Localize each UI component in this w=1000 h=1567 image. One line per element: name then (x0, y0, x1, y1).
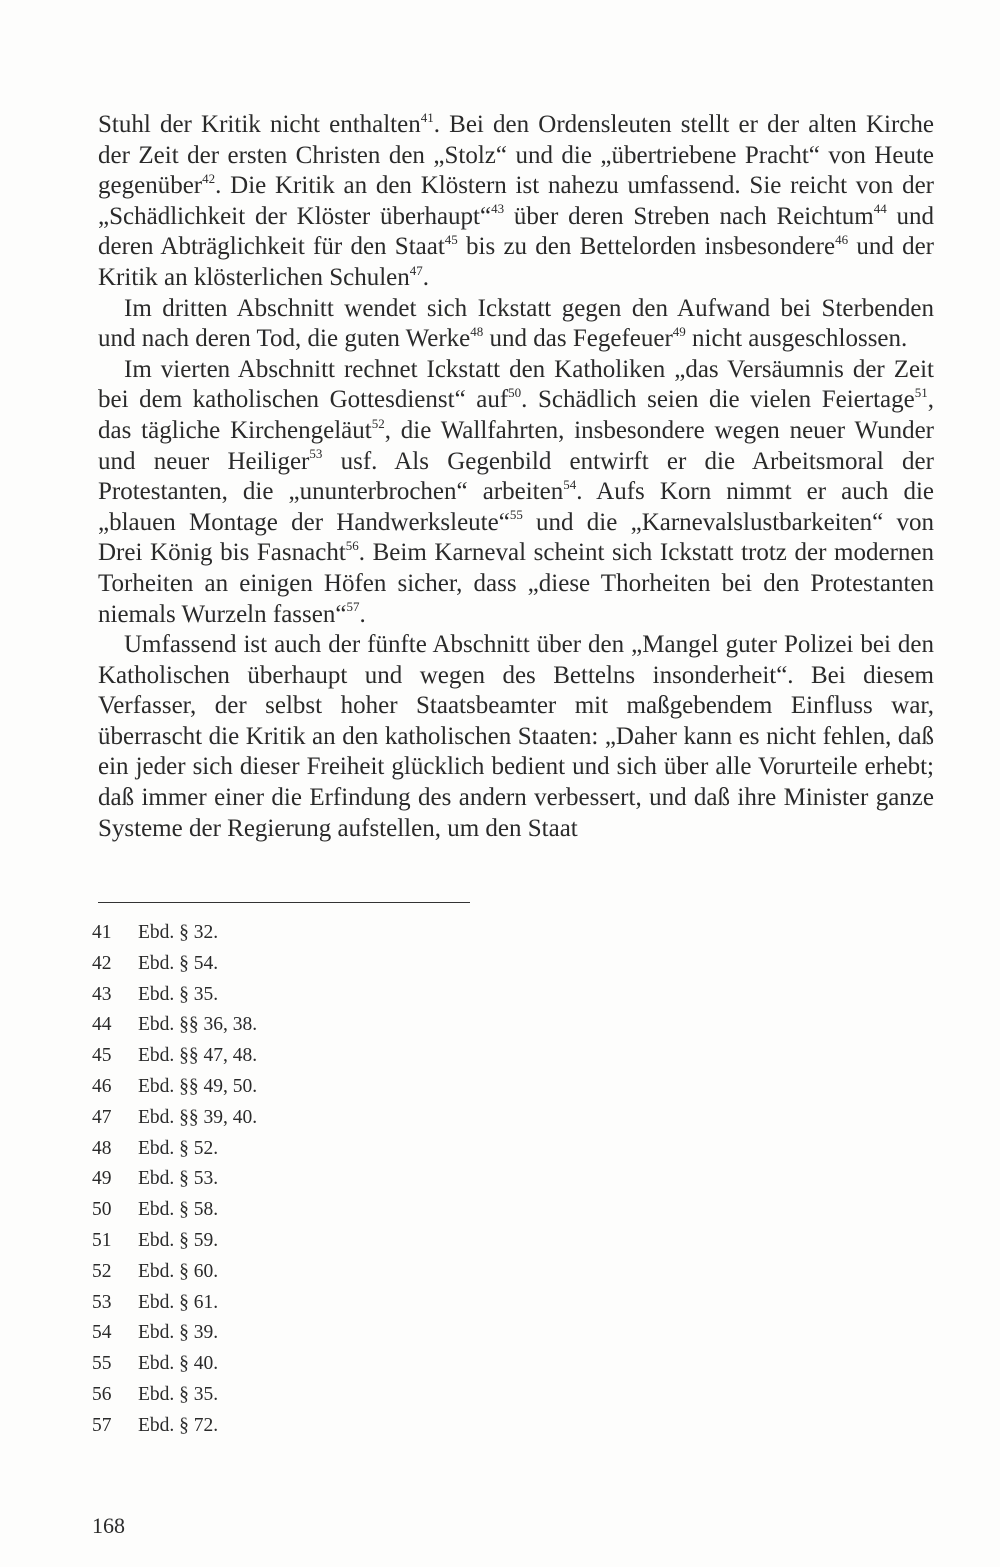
footnote-number: 55 (92, 1353, 112, 1375)
footnote-number: 43 (92, 983, 112, 1005)
footnote-text: Ebd. § 72. (138, 1414, 219, 1436)
text-run: nicht ausgeschlossen. (685, 325, 908, 353)
footnote-item (92, 1257, 592, 1288)
footnote-number: 48 (92, 1137, 112, 1159)
footnote-item (92, 1411, 592, 1442)
footnote-number: 46 (92, 1075, 112, 1097)
footnote-text: Ebd. §§ 47, 48. (138, 1045, 258, 1067)
paragraph (98, 294, 934, 355)
text-run: Im vierten Abschnitt rechnet Ickstatt den Katholiken „das Versäumnis der Zeit bei dem katholischen Gottesdienst“ auf (98, 355, 934, 414)
footnote-ref: 51 (914, 385, 928, 401)
footnote-item (92, 1195, 592, 1226)
text-run: , die Wallfahrten, insbesondere wegen neuer Wunder und neuer Heiliger (98, 416, 934, 475)
footnote-ref: 50 (508, 385, 522, 401)
footnote-item (92, 1288, 592, 1319)
footnote-item (92, 918, 592, 949)
footnote-ref: 56 (345, 537, 359, 553)
body-text (98, 110, 934, 844)
text-run: und der Kritik an klösterlichen Schulen (98, 233, 934, 291)
footnote-ref: 47 (409, 262, 423, 278)
footnote-item (92, 1010, 592, 1041)
footnote-ref: 45 (444, 232, 458, 248)
footnote-text: Ebd. § 40. (138, 1353, 219, 1375)
paragraph (98, 355, 934, 630)
text-run: . Die Kritik an den Klöstern ist nahezu umfassend. Sie reicht von der „Schädlichkeit der Klöster überhaupt“ (98, 172, 934, 230)
footnote-number: 51 (92, 1229, 112, 1251)
footnote-item (92, 1226, 592, 1257)
footnote-text: Ebd. § 58. (138, 1199, 219, 1221)
footnote-text: Ebd. §§ 39, 40. (138, 1106, 258, 1128)
footnote-text: Ebd. § 35. (138, 1383, 219, 1405)
text-run: Stuhl der Kritik nicht enthalten (98, 111, 421, 138)
footnote-text: Ebd. § 59. (138, 1229, 219, 1251)
footnote-text: Ebd. § 54. (138, 952, 219, 974)
text-run: über deren Streben nach Reichtum (504, 202, 874, 230)
text-run: . Schädlich seien die vielen Feiertage (521, 386, 915, 414)
text-run: . (359, 600, 366, 628)
footnote-item (92, 1164, 592, 1195)
text-run: . Bei den Ordensleuten stellt er der alten Kirche der Zeit der ersten Christen den „Stolz“ und die „übertriebene Pracht“ von Heute gegenüber (98, 111, 934, 200)
text-run: Umfassend ist auch der fünfte Abschnitt über den „Mangel guter Polizei bei den Katholischen überhaupt und wegen des Bettelns insonderheit“. Bei diesem Verfasser, der selbst hoher Staatsbeamter mit maßgebendem Einfluss war, überrascht die Kritik an den katholischen Staaten: „Daher kann es nicht fehlen, daß ein jeder sich dieser Freiheit glücklich bedient und sich über alle Vorurteile erhebt; daß immer einer die Erfindung des andern verbessert, und daß ihre Minister ganze Systeme der Regierung aufstellen, um den Staat (98, 631, 934, 842)
text-run: und das Fegefeuer (483, 325, 673, 353)
paragraph (98, 110, 934, 294)
text-run: . (422, 263, 429, 291)
footnote-ref: 41 (420, 109, 434, 125)
footnote-item (92, 1349, 592, 1380)
footnote-text: Ebd. § 39. (138, 1322, 219, 1344)
text-run: bis zu den Bettelorden insbesondere (457, 233, 836, 261)
footnote-ref: 53 (309, 446, 323, 462)
footnote-ref: 49 (672, 323, 686, 339)
text-run: Im dritten Abschnitt wendet sich Ickstatt gegen den Aufwand bei Sterbenden und nach deren Tod, die guten Werke (98, 294, 934, 353)
footnote-item (92, 1134, 592, 1165)
footnote-text: Ebd. § 32. (138, 922, 219, 943)
text-run: und die „Karnevalslustbarkeiten“ von Drei König bis Fasnacht (98, 508, 935, 567)
footnote-number: 47 (92, 1106, 112, 1128)
footnote-item (92, 1041, 592, 1072)
footnote-ref: 54 (563, 476, 577, 492)
page-number: 168 (92, 1513, 125, 1538)
footnote-ref: 48 (470, 323, 484, 339)
footnote-item (92, 1318, 592, 1349)
footnote-number: 49 (92, 1168, 112, 1190)
footnote-number: 52 (92, 1260, 112, 1282)
footnote-number: 44 (92, 1014, 112, 1036)
text-run: und deren Abträglichkeit für den Staat (98, 202, 935, 261)
footnote-ref: 42 (202, 170, 216, 186)
footnote-ref: 46 (835, 232, 849, 248)
text-run: . Beim Karneval scheint sich Ickstatt trotz der modernen Torheiten an einigen Höfen sicher, dass „diese Thorheiten bei den Protestanten niemals Wurzeln fassen“ (98, 539, 934, 628)
footnote-separator (98, 902, 470, 903)
footnote-ref: 43 (491, 201, 505, 217)
footnote-text: Ebd. §§ 36, 38. (138, 1014, 258, 1036)
paragraph (98, 630, 934, 844)
footnote-ref: 57 (346, 599, 360, 615)
footnote-text: Ebd. § 35. (138, 983, 219, 1005)
footnote-ref: 55 (509, 507, 523, 523)
footnote-text: Ebd. § 61. (138, 1291, 219, 1313)
footnote-number: 50 (92, 1199, 112, 1221)
footnote-item (92, 1380, 592, 1411)
footnote-item (92, 1103, 592, 1134)
footnote-number: 53 (92, 1291, 112, 1313)
footnote-number: 54 (92, 1322, 112, 1344)
text-run: . Aufs Korn nimmt er auch die „blauen Montage der Handwerksleute“ (98, 478, 934, 536)
footnote-text: Ebd. § 53. (138, 1168, 219, 1190)
footnote-number: 42 (92, 952, 112, 974)
footnote-item (92, 980, 592, 1011)
footnote-number: 41 (92, 922, 112, 943)
footnote-number: 56 (92, 1383, 112, 1405)
footnote-ref: 52 (371, 415, 385, 431)
footnote-item (92, 1072, 592, 1103)
footnote-number: 45 (92, 1045, 112, 1067)
text-run: , das tägliche Kirchengeläut (98, 386, 934, 444)
footnote-text: Ebd. § 52. (138, 1137, 219, 1159)
text-run: usf. Als Gegenbild entwirft er die Arbeitsmoral der Protestanten, die „ununterbrochen“ arbeiten (98, 447, 934, 506)
footnote-list (92, 918, 592, 1442)
footnote-text: Ebd. §§ 49, 50. (138, 1075, 258, 1097)
footnote-text: Ebd. § 60. (138, 1260, 219, 1282)
footnote-item (92, 949, 592, 980)
footnote-ref: 44 (873, 201, 887, 217)
footnote-number: 57 (92, 1414, 112, 1436)
